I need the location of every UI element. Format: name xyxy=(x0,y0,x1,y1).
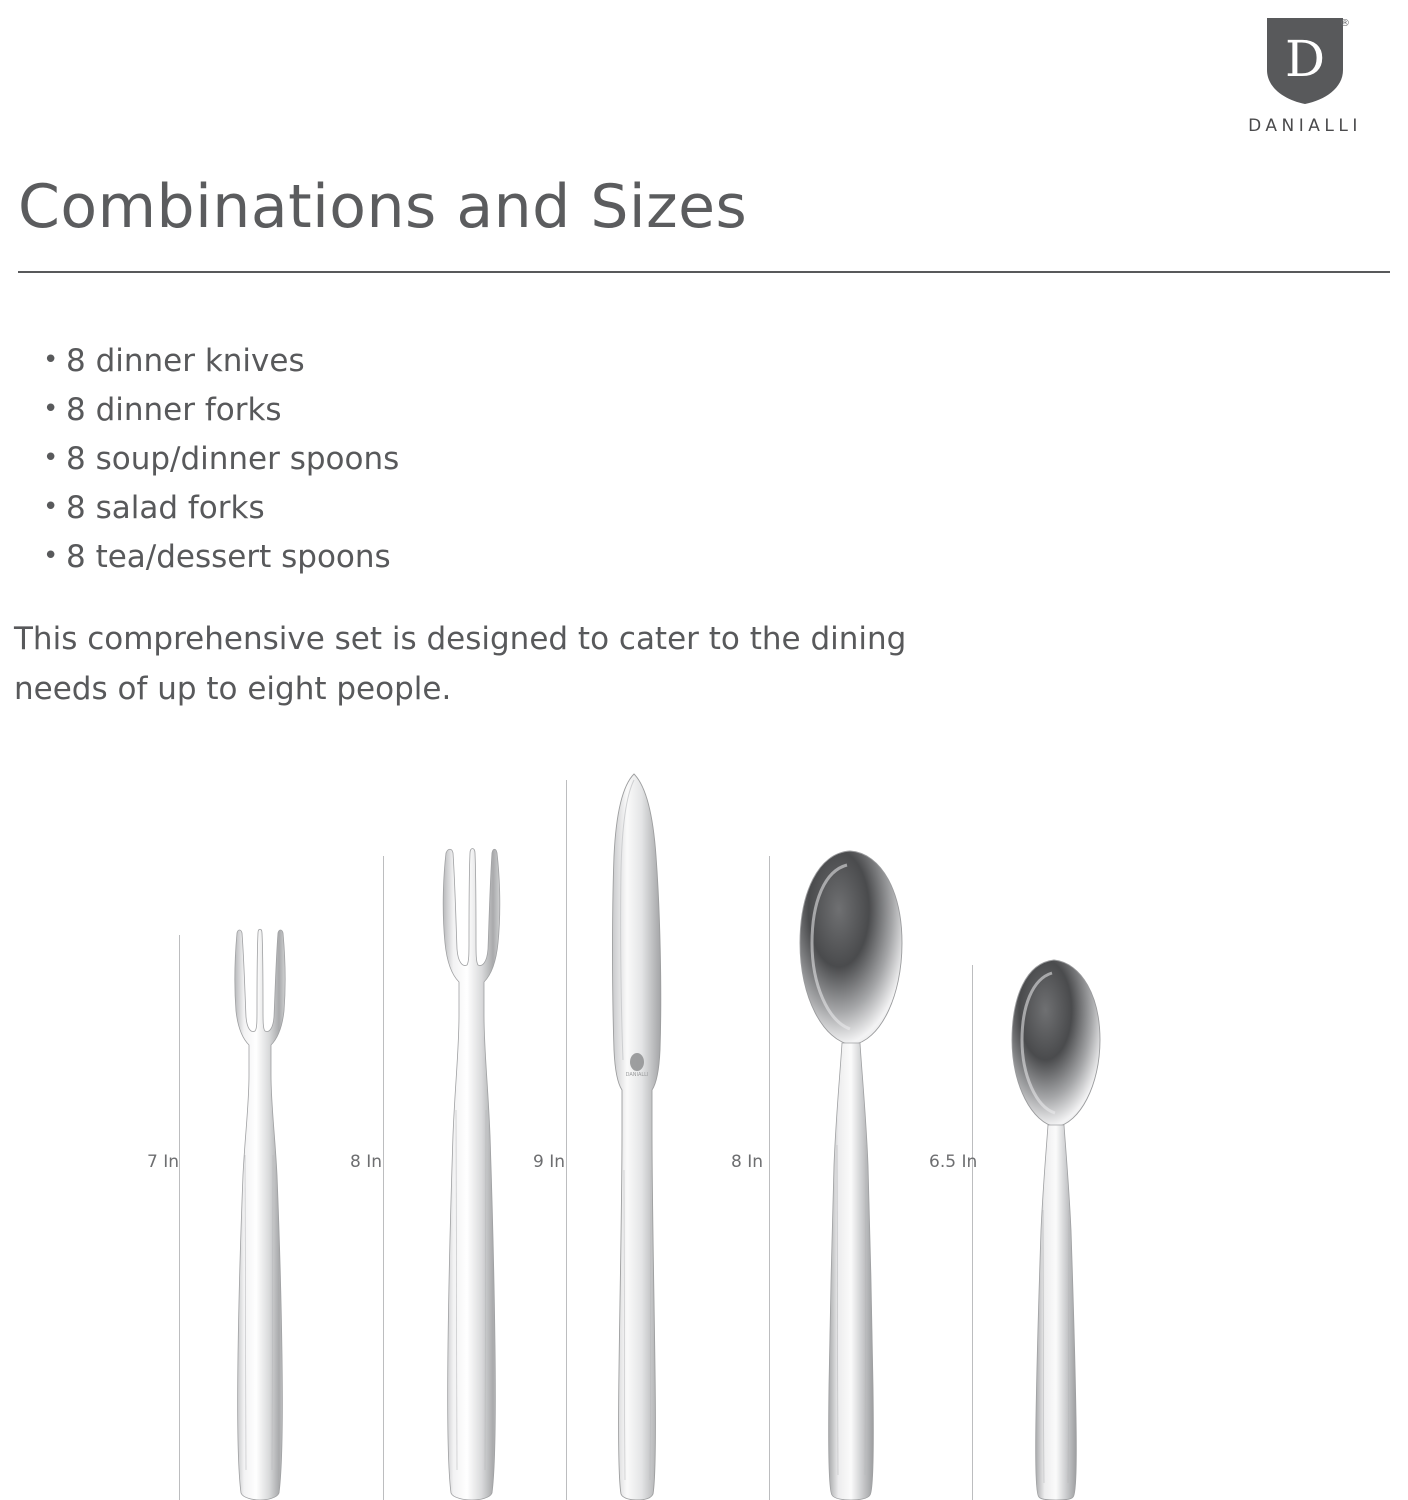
soup-dinner-spoon xyxy=(790,845,920,1500)
list-item: • 8 salad forks xyxy=(18,484,399,533)
danialli-shield-logo xyxy=(1262,14,1348,106)
list-item: • 8 tea/dessert spoons xyxy=(18,533,399,582)
list-item: • 8 dinner knives xyxy=(18,337,399,386)
header-divider xyxy=(18,271,1390,273)
size-label-dinner-knife: 9 In xyxy=(533,1152,566,1172)
list-item: • 8 dinner forks xyxy=(18,386,399,435)
measure-line-soup-spoon xyxy=(769,856,770,1500)
size-label-salad-fork: 7 In xyxy=(147,1152,180,1172)
dinner-fork xyxy=(412,845,530,1500)
registered-mark: ® xyxy=(1340,18,1350,29)
svg-text:DANIALLI: DANIALLI xyxy=(625,1072,649,1078)
brand-logo xyxy=(1230,14,1380,136)
salad-fork xyxy=(205,925,315,1500)
svg-text:D: D xyxy=(1284,30,1326,88)
measure-line-tea-spoon xyxy=(972,965,973,1500)
contents-list xyxy=(18,337,399,582)
page-title: Combinations and Sizes xyxy=(18,172,748,243)
cutlery-size-diagram xyxy=(0,760,1408,1500)
dinner-knife xyxy=(596,770,676,1500)
measure-line-salad-fork xyxy=(179,935,180,1500)
description-paragraph: This comprehensive set is designed to cater to the dining needs of up to eight people. xyxy=(14,621,907,707)
size-label-tea-spoon: 6.5 In xyxy=(929,1152,978,1172)
size-label-soup-spoon: 8 In xyxy=(731,1152,764,1172)
size-label-dinner-fork: 8 In xyxy=(350,1152,383,1172)
list-item: • 8 soup/dinner spoons xyxy=(18,435,399,484)
brand-name: DANIALLI xyxy=(1248,116,1362,136)
tea-dessert-spoon xyxy=(1000,955,1118,1500)
measure-line-dinner-knife xyxy=(566,780,567,1500)
measure-line-dinner-fork xyxy=(383,856,384,1500)
